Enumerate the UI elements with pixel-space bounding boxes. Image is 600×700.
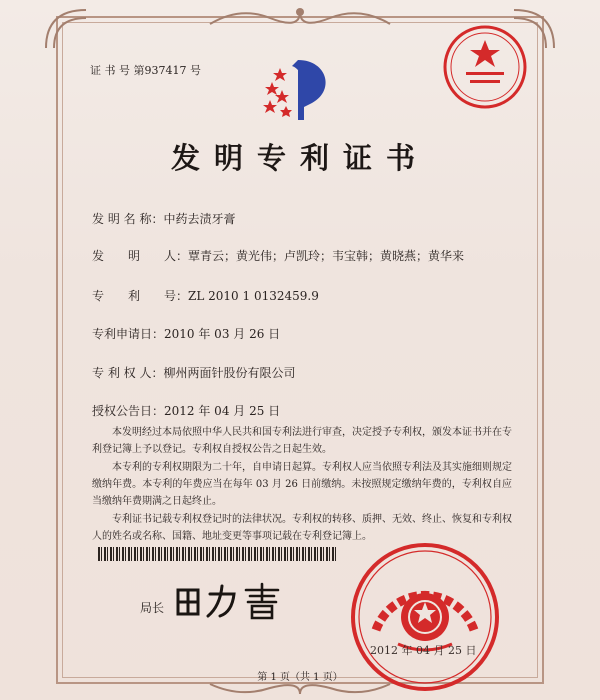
- invention-name-value: 中药去渍牙膏: [163, 212, 236, 226]
- top-ornament: [200, 4, 400, 30]
- patent-number-label: 专 利 号：: [92, 289, 189, 303]
- invention-name-row: [92, 210, 235, 227]
- barcode: [98, 547, 338, 561]
- inventors-value: 覃青云；黄光伟；卢凯玲；韦宝韩；黄晓燕；黄华来: [188, 249, 465, 263]
- body-paragraph-3: 专利证书记载专利权登记时的法律状况。专利权的转移、质押、无效、终止、恢复和专利权人的姓名或名称、国籍、地址变更等事项记载在专利登记簿上。: [92, 514, 512, 542]
- patentee-value: 柳州两面针股份有限公司: [163, 366, 296, 380]
- grant-date-label: 授权公告日：: [92, 404, 165, 418]
- issue-date: 2012 年 04 月 25 日: [370, 644, 477, 657]
- body-paragraph-2: 本专利的专利权期限为二十年，自申请日起算。专利权人应当依照专利法及其实施细则规定缴纳年费。本专利的年费应当在每年 03 月 26 日前缴纳。未按照规定缴纳年费的，专利权自应当缴纳年费期满之日起终止。: [92, 462, 512, 507]
- director-signature: [170, 582, 290, 622]
- application-date-row: [92, 325, 280, 342]
- body-paragraph-1: 本发明经过本局依照中华人民共和国专利法进行审查，决定授予专利权，颁发本证书并在专利登记簿上予以登记。专利权自授权公告之日起生效。: [92, 427, 512, 455]
- grant-date-row: [92, 402, 280, 419]
- application-date-value: 2010 年 03 月 26 日: [164, 327, 281, 341]
- corner-ornament-left: [40, 4, 100, 54]
- tax-stamp-seal: [440, 22, 530, 112]
- application-date-label: 专利申请日：: [92, 327, 165, 341]
- director-label: 局长: [140, 601, 165, 615]
- inventors-row: [92, 247, 464, 264]
- grant-date-value: 2012 年 04 月 25 日: [164, 404, 281, 418]
- patent-office-logo: [258, 52, 344, 124]
- patentee-row: [92, 364, 295, 381]
- certificate-title: 发明专利证书: [170, 141, 429, 175]
- certificate-number: 证 书 号 第937417 号: [90, 64, 201, 77]
- inventors-label: 发 明 人：: [92, 249, 189, 263]
- invention-name-label: 发 明 名 称：: [92, 212, 164, 226]
- page-footer: 第 1 页（共 1 页）: [257, 672, 343, 683]
- patentee-label: 专 利 权 人：: [92, 366, 164, 380]
- patent-number-row: [92, 287, 319, 304]
- patent-number-value: ZL 2010 1 0132459.9: [188, 289, 319, 303]
